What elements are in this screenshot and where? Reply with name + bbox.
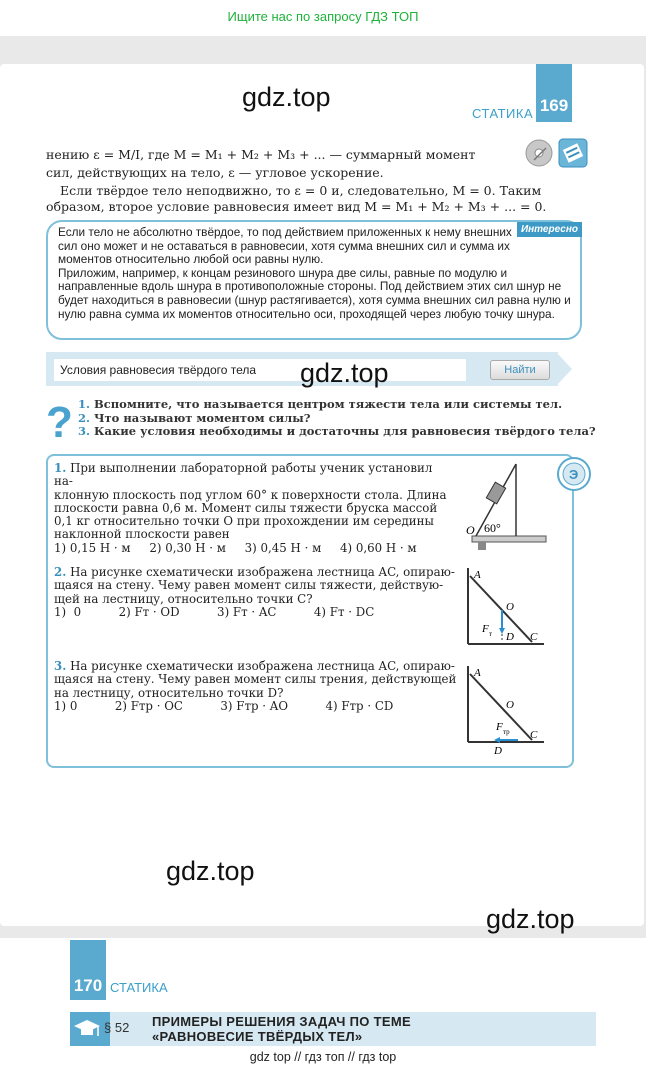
film-icon[interactable] <box>558 138 588 168</box>
text-line: сил, действующих на тело, ε — угловое ускорение. <box>46 165 384 180</box>
search-arrow <box>556 352 572 386</box>
svg-text:C: C <box>530 729 538 741</box>
task-1: 1. При выполнении лабораторной работы ученик установил на- клонную плоскость под углом 60° к поверхности стола. Длина плоскости равна 0,6 м. Момент силы тяжести бруска массой 0,1 кг относительно точки O при прохождении им середины наклонной плоскости равен 1) 0,15 Н · м 2) 0,30 Н · м 3) 0,45 Н · м 4) 0,60 Н · м <box>54 462 454 555</box>
watermark: gdz.top <box>242 82 331 112</box>
interesting-box <box>46 220 582 340</box>
text-line: образом, второе условие равновесия имеет вид M = M₁ + M₂ + M₃ + ... = 0. <box>46 199 547 214</box>
svg-text:A: A <box>474 667 481 679</box>
watermark: gdz.top <box>300 358 389 388</box>
question-item: 3. Какие условия необходимы и достаточны для равновесия твёрдого тела? <box>78 424 596 438</box>
svg-text:Э: Э <box>569 467 579 482</box>
svg-text:т: т <box>489 630 493 638</box>
page-number: 169 <box>536 64 572 122</box>
paragraph-header <box>70 1012 596 1046</box>
task-3: 3. На рисунке схематически изображена лестница AC, опираю- щаяся на стену. Чему равен момент силы трения, действующей на лестницу, относительно точки D? 1) 0 2) Fтр · OC 3) Fтр · AO 4) Fтр · CD <box>54 660 464 713</box>
inclined-plane-figure <box>466 458 550 554</box>
svg-text:D: D <box>494 745 502 757</box>
interesting-tag: Интересно <box>517 222 582 237</box>
test-box <box>46 454 579 768</box>
running-title: СТАТИКА <box>110 980 168 995</box>
text-line: нению ε = M/I, где M = M₁ + M₂ + M₃ + ... — суммарный момент <box>46 147 476 162</box>
ladder-figure-2 <box>464 666 548 758</box>
search-input[interactable] <box>54 359 466 381</box>
svg-text:O: O <box>506 601 514 613</box>
paragraph-number: § 52 <box>104 1020 130 1035</box>
footer-links[interactable]: gdz top // гдз топ // гдз top <box>249 1050 397 1064</box>
svg-text:F: F <box>496 721 503 733</box>
svg-text:тр: тр <box>503 728 510 736</box>
questions-list <box>78 398 596 439</box>
running-title: СТАТИКА <box>472 106 534 121</box>
task-answers: 1) 0 2) Fтр · OC 3) Fтр · AO 4) Fтр · CD <box>54 698 394 713</box>
svg-text:F: F <box>482 623 489 635</box>
question-item: 1. Вспомните, что называется центром тяжести тела или системы тел. <box>78 397 563 411</box>
fig1-point: O <box>466 523 475 537</box>
ladder-figure-1 <box>464 568 548 654</box>
disc-icon[interactable] <box>524 138 554 168</box>
svg-text:C: C <box>530 631 538 643</box>
fig1-angle: 60° <box>484 521 501 535</box>
task-answers: 1) 0 2) Fт · OD 3) Fт · AC 4) Fт · DC <box>54 604 375 619</box>
paragraph-title: ПРИМЕРЫ РЕШЕНИЯ ЗАДАЧ ПО ТЕМЕ «РАВНОВЕСИЕ ТВЁРДЫХ ТЕЛ» <box>152 1014 411 1044</box>
svg-text:A: A <box>474 569 481 581</box>
svg-text:O: O <box>506 699 514 711</box>
watermark: gdz.top <box>486 904 575 934</box>
task-answers: 1) 0,15 Н · м 2) 0,30 Н · м 3) 0,45 Н · м 4) 0,60 Н · м <box>54 540 417 555</box>
page-169 <box>0 64 644 934</box>
top-banner <box>0 0 646 36</box>
watermark: gdz.top <box>166 856 255 886</box>
svg-text:D: D <box>506 631 514 643</box>
page-number: 170 <box>70 940 106 1000</box>
banner-text[interactable]: Ищите нас по запросу ГДЗ ТОП <box>227 9 419 24</box>
interesting-paragraph: Приложим, например, к концам резинового шнура две силы, равные по модулю и направленные вдоль шнура в противоположные стороны. Под действием этих сил шнур не будет находиться в равновесии (шнур растягивается), хотя сумма внешних сил равна нулю и нулю равна сумма их моментов относительно оси, проходящей через любую точку шнура. <box>58 265 571 321</box>
task-2: 2. На рисунке схематически изображена лестница AC, опираю- щаяся на стену. Чему равен момент силы тяжести, действую- щей на лестницу, относительно точки C? 1) 0 2) Fт · OD 3) Fт · AC 4) Fт · DC <box>54 566 464 619</box>
search-button[interactable]: Найти <box>490 360 550 380</box>
text-line: Если твёрдое тело неподвижно, то ε = 0 и, следовательно, M = 0. Таким <box>60 183 542 198</box>
test-icon[interactable] <box>556 456 586 486</box>
question-mark-icon: ? <box>46 398 73 447</box>
question-item: 2. Что называют моментом силы? <box>78 410 311 425</box>
interesting-paragraph: Если тело не абсолютно твёрдое, то под действием приложенных к нему внешних сил оно может и не оставаться в равновесии, хотя сумма внешних сил и сумма их моментов относительно любой оси равны нулю. <box>58 225 512 267</box>
